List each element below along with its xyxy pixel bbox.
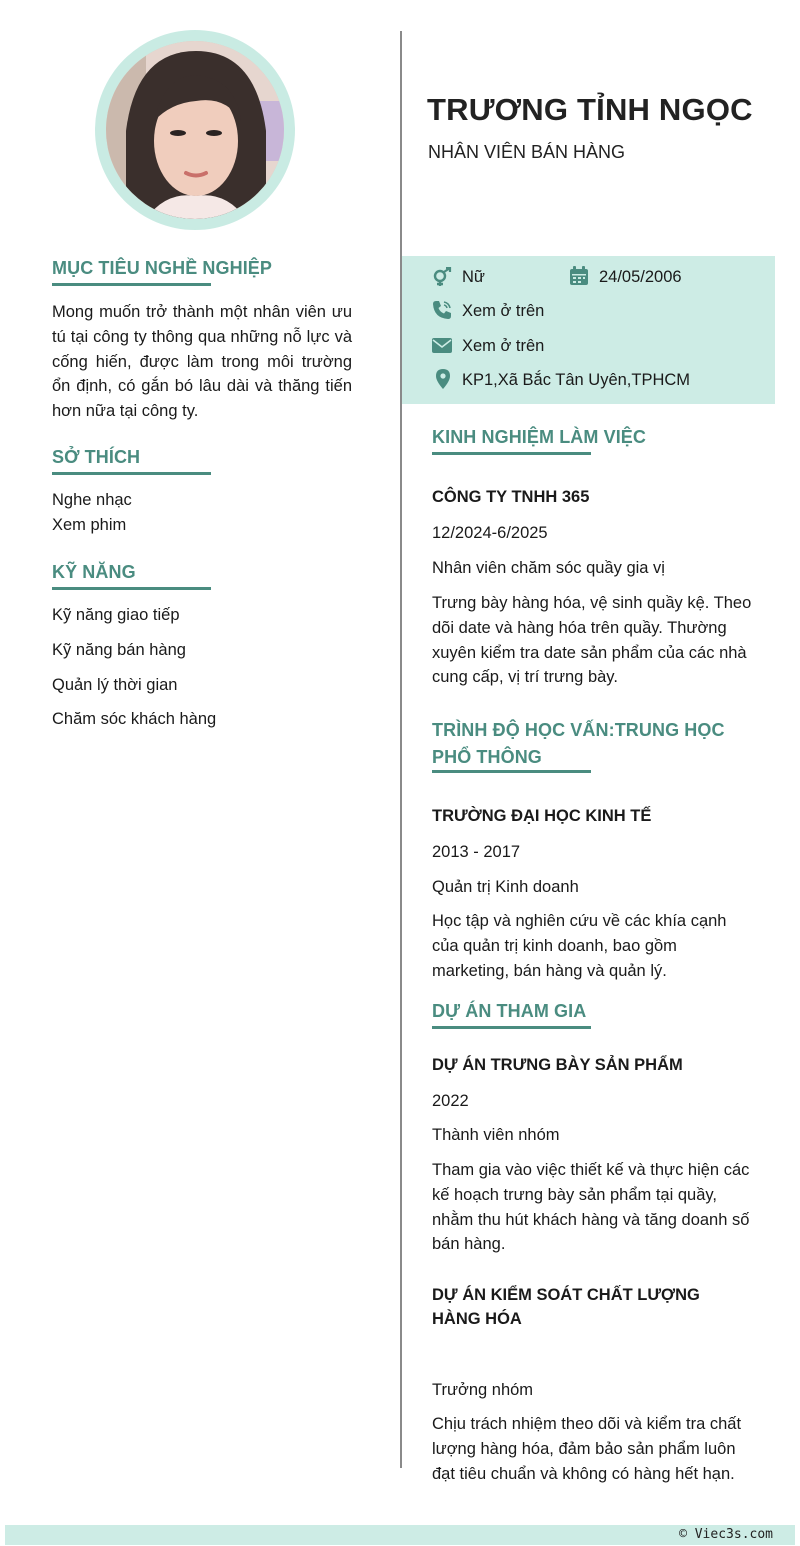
candidate-name: TRƯƠNG TỈNH NGỌC	[427, 92, 753, 127]
skill-item: Quản lý thời gian	[52, 676, 178, 694]
avatar	[106, 41, 284, 219]
project-year: 2022	[432, 1092, 469, 1110]
project-role: Trưởng nhóm	[432, 1381, 534, 1399]
project-name: DỰ ÁN KIỂM SOÁT CHẤT LƯỢNG HÀNG HÓA	[432, 1286, 700, 1328]
objective-title: MỤC TIÊU NGHỀ NGHIỆP	[52, 258, 273, 278]
gender-icon	[432, 267, 452, 287]
dob-value: 24/05/2006	[599, 268, 682, 286]
education-major: Quản trị Kinh doanh	[432, 878, 579, 896]
phone-value: Xem ở trên	[462, 302, 545, 320]
hobby-item: Nghe nhạc	[52, 491, 132, 509]
project-role: Thành viên nhóm	[432, 1126, 560, 1144]
education-title: TRÌNH ĐỘ HỌC VẤN:TRUNG HỌC PHỔ THÔNG	[432, 720, 725, 767]
job-title: NHÂN VIÊN BÁN HÀNG	[428, 142, 626, 162]
phone-icon	[432, 300, 452, 320]
map-pin-icon	[433, 369, 453, 389]
experience-position: Nhân viên chăm sóc quầy gia vị	[432, 559, 665, 577]
avatar-photo	[106, 41, 284, 219]
education-description: Học tập và nghiên cứu về các khía cạnh của quản trị kinh doanh, bao gồm marketing, bán hàng và quản lý.	[432, 912, 727, 980]
skill-item: Chăm sóc khách hàng	[52, 710, 217, 728]
project-description: Chịu trách nhiệm theo dõi và kiểm tra chất lượng hàng hóa, đảm bảo sản phẩm luôn đạt tiêu chuẩn và không có hàng hết hạn.	[432, 1415, 742, 1483]
email-value: Xem ở trên	[462, 337, 545, 355]
education-title-underline	[432, 770, 591, 773]
experience-title: KINH NGHIỆM LÀM VIỆC	[432, 427, 647, 447]
education-period: 2013 - 2017	[432, 843, 521, 861]
skill-item: Kỹ năng bán hàng	[52, 641, 186, 659]
column-divider	[400, 31, 402, 1468]
envelope-icon	[432, 336, 452, 356]
experience-description: Trưng bày hàng hóa, vệ sinh quầy kệ. Theo dõi date và hàng hóa trên quầy. Thường xuyên kiểm tra date sản phẩm của các nhà cung cấp, vị trí trưng bày.	[432, 594, 752, 687]
skill-item: Kỹ năng giao tiếp	[52, 606, 180, 624]
project-name: DỰ ÁN TRƯNG BÀY SẢN PHẨM	[432, 1056, 683, 1074]
footer-bar	[5, 1525, 795, 1545]
footer-credit: © Viec3s.com	[679, 1527, 773, 1542]
objective-text: Mong muốn trở thành một nhân viên ưu tú tại công ty thông qua những nỗ lực và cống hiến, được làm trong môi trường ổn định, có gắn bó lâu dài và thăng tiến hơn nữa tại công ty.	[52, 303, 352, 421]
skills-title: KỸ NĂNG	[52, 562, 136, 582]
skills-title-underline	[52, 587, 211, 590]
experience-company: CÔNG TY TNHH 365	[432, 488, 590, 506]
projects-title: DỰ ÁN THAM GIA	[432, 1001, 587, 1021]
hobbies-title: SỞ THÍCH	[52, 447, 141, 467]
experience-title-underline	[432, 452, 591, 455]
hobby-item: Xem phim	[52, 516, 127, 534]
education-school: TRƯỜNG ĐẠI HỌC KINH TẾ	[432, 807, 652, 825]
calendar-icon	[569, 266, 589, 286]
projects-title-underline	[432, 1026, 591, 1029]
objective-title-underline	[52, 283, 211, 286]
gender-value: Nữ	[462, 268, 485, 286]
hobbies-title-underline	[52, 472, 211, 475]
experience-period: 12/2024-6/2025	[432, 524, 548, 542]
project-description: Tham gia vào việc thiết kế và thực hiện các kế hoạch trưng bày sản phẩm tại quầy, nhằm thu hút khách hàng và tăng doanh số bán hàng.	[432, 1161, 750, 1254]
address-value: KP1,Xã Bắc Tân Uyên,TPHCM	[462, 371, 691, 389]
